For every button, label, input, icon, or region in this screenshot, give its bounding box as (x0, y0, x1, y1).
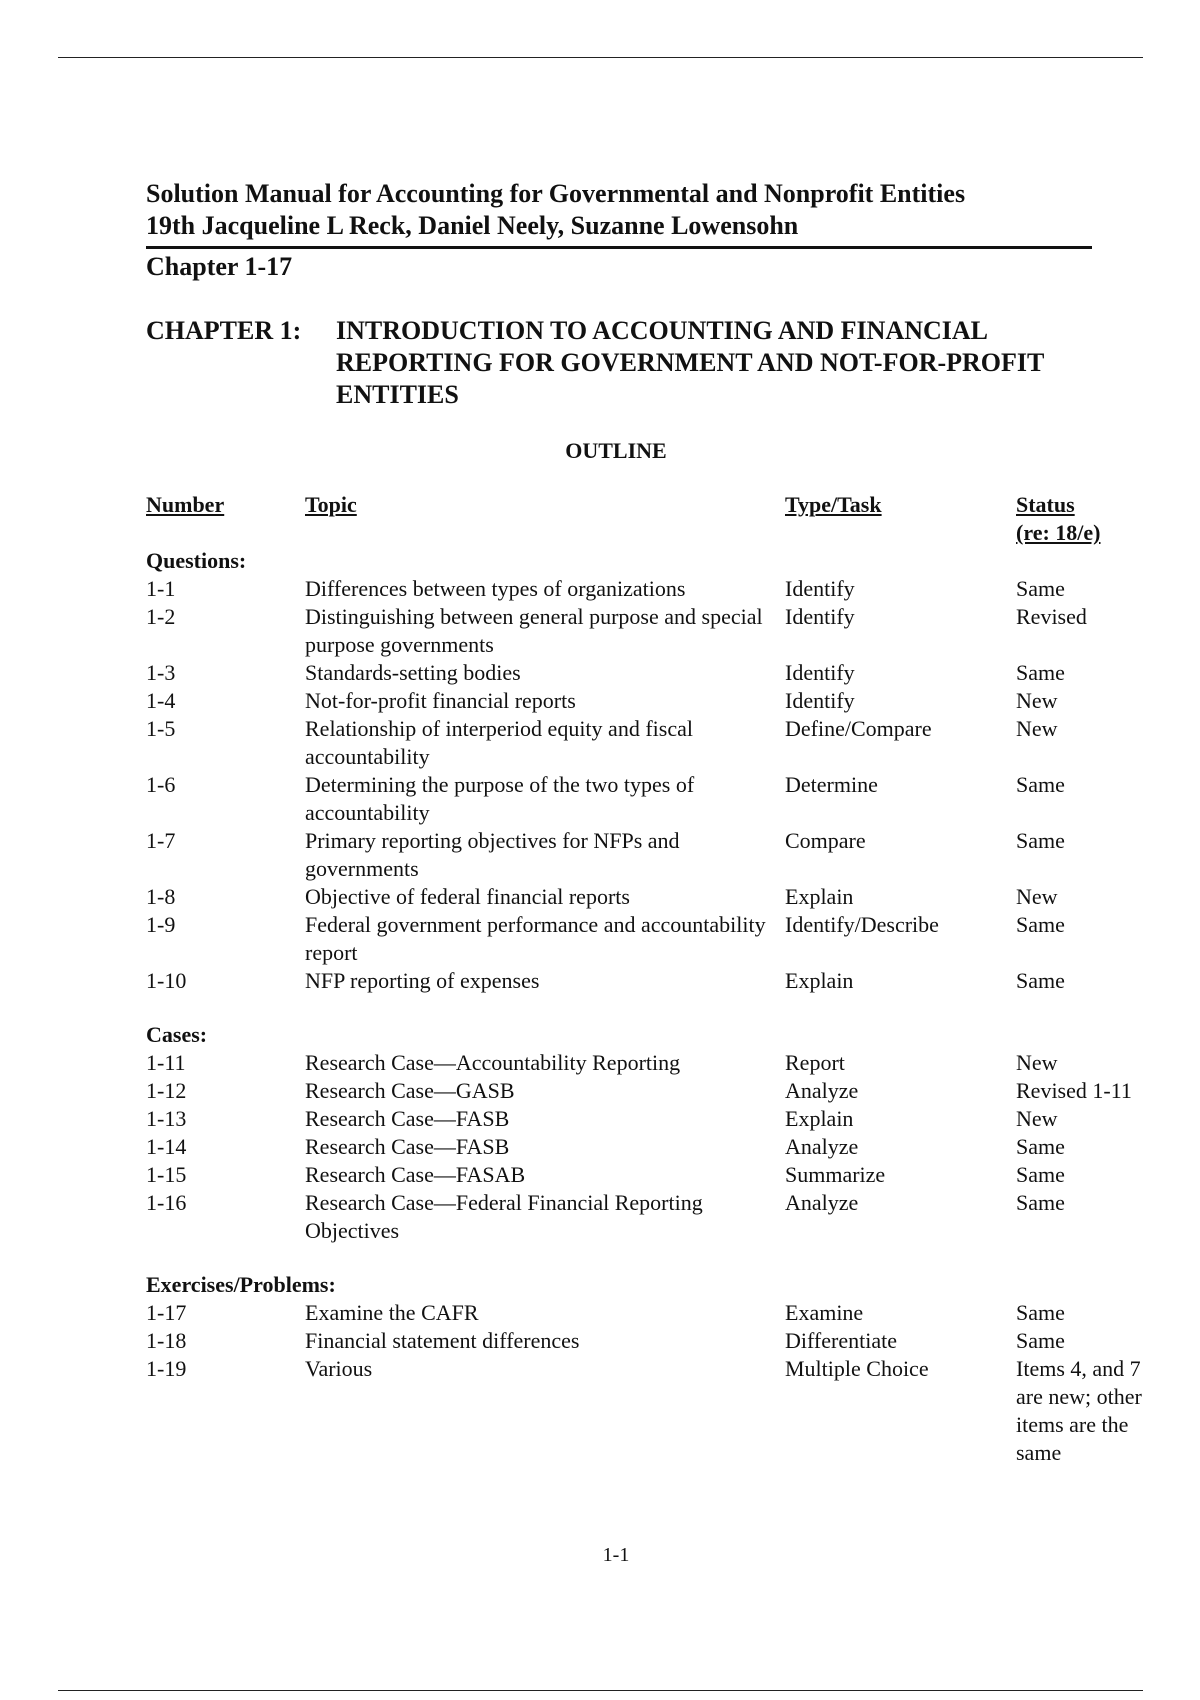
item-number: 1-1 (146, 576, 176, 601)
item-status: New (1016, 1050, 1058, 1075)
questions-label: Questions: (146, 548, 247, 573)
item-type-task: Analyze (785, 1134, 859, 1159)
item-status: Items 4, and 7 are new; other items are the same (1016, 1356, 1142, 1465)
item-type-task: Report (785, 1050, 845, 1075)
item-status: Same (1016, 1190, 1065, 1215)
chapter-range: Chapter 1-17 (146, 252, 293, 281)
section-label-exercises (146, 1271, 1156, 1299)
outline-row (146, 1327, 1156, 1355)
item-type-task: Multiple Choice (785, 1356, 929, 1381)
item-topic: Research Case—FASAB (305, 1162, 526, 1187)
item-topic: Determining the purpose of the two types of accountability (305, 772, 695, 825)
item-topic: Research Case—Accountability Reporting (305, 1050, 681, 1075)
outline-table (146, 491, 1156, 1467)
outline-row (146, 1161, 1156, 1189)
outline-heading: OUTLINE (565, 438, 667, 463)
top-rule (58, 57, 1143, 58)
column-header-status (1016, 491, 1156, 547)
chapter-title: INTRODUCTION TO ACCOUNTING AND FINANCIAL REPORTING FOR GOVERNMENT AND NOT-FOR-PROFIT ENTITIES (336, 316, 1044, 409)
item-type-task: Identify (785, 576, 855, 601)
item-number: 1-12 (146, 1078, 187, 1103)
exercises-label: Exercises/Problems: (146, 1272, 336, 1297)
outline-row (146, 1105, 1156, 1133)
item-type-task: Identify (785, 604, 855, 629)
outline-header-row (146, 491, 1156, 547)
item-status: New (1016, 688, 1058, 713)
item-number: 1-13 (146, 1106, 187, 1131)
item-number: 1-16 (146, 1190, 187, 1215)
item-type-task: Summarize (785, 1162, 886, 1187)
outline-row (146, 715, 1156, 771)
item-number: 1-7 (146, 828, 176, 853)
item-topic: Research Case—FASB (305, 1134, 510, 1159)
outline-row (146, 575, 1156, 603)
outline-row (146, 911, 1156, 967)
section-label-cases (146, 1021, 1156, 1049)
item-type-task: Differentiate (785, 1328, 897, 1353)
item-type-task: Compare (785, 828, 866, 853)
item-topic: Not-for-profit financial reports (305, 688, 576, 713)
item-topic: Distinguishing between general purpose and special purpose governments (305, 604, 763, 657)
outline-row (146, 1299, 1156, 1327)
item-status: Same (1016, 1134, 1065, 1159)
item-number: 1-8 (146, 884, 176, 909)
item-topic: Relationship of interperiod equity and fiscal accountability (305, 716, 693, 769)
item-type-task: Explain (785, 968, 854, 993)
document-title-line-2: 19th Jacqueline L Reck, Daniel Neely, Suzanne Lowensohn (146, 211, 799, 240)
item-number: 1-3 (146, 660, 176, 685)
item-topic: Various (305, 1356, 373, 1381)
outline-row (146, 1189, 1156, 1245)
column-header-status-line-1: Status (1016, 492, 1075, 517)
item-topic: Differences between types of organizations (305, 576, 686, 601)
item-topic: Examine the CAFR (305, 1300, 479, 1325)
cases-list (146, 1049, 1156, 1245)
item-status: New (1016, 1106, 1058, 1131)
document-header (146, 178, 1092, 283)
outline-row (146, 1133, 1156, 1161)
item-type-task: Identify (785, 688, 855, 713)
item-status: Same (1016, 1300, 1065, 1325)
outline-row (146, 967, 1156, 995)
item-status: Same (1016, 1328, 1065, 1353)
item-status: New (1016, 716, 1058, 741)
item-topic: Research Case—GASB (305, 1078, 515, 1103)
item-number: 1-19 (146, 1356, 187, 1381)
outline-row (146, 1077, 1156, 1105)
item-number: 1-14 (146, 1134, 187, 1159)
section-spacer (146, 995, 1156, 1021)
item-type-task: Identify (785, 660, 855, 685)
exercises-list (146, 1299, 1156, 1467)
column-header-number: Number (146, 492, 225, 517)
item-number: 1-9 (146, 912, 176, 937)
item-number: 1-11 (146, 1050, 186, 1075)
item-number: 1-15 (146, 1162, 187, 1187)
column-header-type-task: Type/Task (785, 492, 882, 517)
item-status: Same (1016, 912, 1065, 937)
outline-row (146, 827, 1156, 883)
bottom-rule (58, 1690, 1143, 1691)
column-header-status-line-2: (re: 18/e) (1016, 520, 1101, 545)
item-number: 1-10 (146, 968, 187, 993)
item-type-task: Analyze (785, 1078, 859, 1103)
item-number: 1-4 (146, 688, 176, 713)
item-topic: Primary reporting objectives for NFPs and governments (305, 828, 680, 881)
document-title-line-1: Solution Manual for Accounting for Governmental and Nonprofit Entities (146, 179, 966, 208)
page-number: 1-1 (602, 1544, 630, 1566)
item-topic: Research Case—Federal Financial Reporting Objectives (305, 1190, 703, 1243)
item-number: 1-2 (146, 604, 176, 629)
item-topic: Research Case—FASB (305, 1106, 510, 1131)
item-type-task: Analyze (785, 1190, 859, 1215)
outline-row (146, 687, 1156, 715)
item-status: Revised 1-11 (1016, 1078, 1132, 1103)
outline-row (146, 1049, 1156, 1077)
section-label-questions (146, 547, 1156, 575)
item-topic: Financial statement differences (305, 1328, 580, 1353)
item-type-task: Define/Compare (785, 716, 932, 741)
item-number: 1-17 (146, 1300, 187, 1325)
item-topic: NFP reporting of expenses (305, 968, 540, 993)
item-status: Same (1016, 576, 1065, 601)
item-type-task: Explain (785, 884, 854, 909)
item-topic: Federal government performance and accountability report (305, 912, 766, 965)
title-underline (146, 246, 1092, 249)
item-type-task: Determine (785, 772, 878, 797)
item-status: Revised (1016, 604, 1087, 629)
item-number: 1-18 (146, 1328, 187, 1353)
outline-row (146, 771, 1156, 827)
outline-row (146, 883, 1156, 911)
item-type-task: Identify/Describe (785, 912, 939, 937)
item-type-task: Examine (785, 1300, 864, 1325)
column-header-topic: Topic (305, 492, 357, 517)
item-status: New (1016, 884, 1058, 909)
outline-row (146, 659, 1156, 687)
item-status: Same (1016, 828, 1065, 853)
item-status: Same (1016, 968, 1065, 993)
item-type-task: Explain (785, 1106, 854, 1131)
chapter-label: CHAPTER 1: (146, 316, 302, 345)
cases-label: Cases: (146, 1022, 208, 1047)
questions-list (146, 575, 1156, 995)
item-status: Same (1016, 1162, 1065, 1187)
outline-row (146, 603, 1156, 659)
section-spacer (146, 1245, 1156, 1271)
item-status: Same (1016, 660, 1065, 685)
item-number: 1-6 (146, 772, 176, 797)
item-topic: Standards-setting bodies (305, 660, 521, 685)
item-status: Same (1016, 772, 1065, 797)
item-topic: Objective of federal financial reports (305, 884, 630, 909)
outline-row (146, 1355, 1156, 1467)
item-number: 1-5 (146, 716, 176, 741)
